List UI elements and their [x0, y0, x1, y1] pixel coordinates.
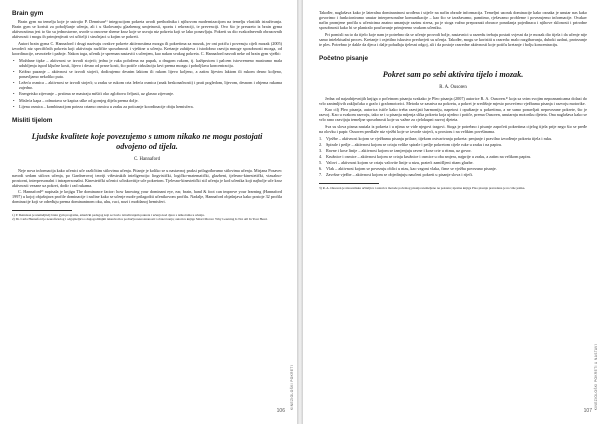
quote-author: C. Hannaford — [133, 156, 161, 162]
list-item: • Energetsko zijevanje – prstima se masiraju mišići oko zglobova čeljusti, uz glasno zijevanje. — [12, 91, 282, 96]
exercise-list — [12, 58, 282, 109]
list-item-text: Ravne i kose linije – aktivnost kojom se izmjenjuju ravne i kose crte u ritmu, uz govor. — [326, 148, 472, 154]
footnote: 1) P. Dennison je utemeljitelj brain gym programa, američki pedagog koji se bavio istraživanjem pokreta i učenja kod djece s teškoćama u učenju. — [12, 212, 205, 217]
footnote: 3) R. A. Ousoren je nizozemska učiteljica i autorica metode početnog pisanja utemeljene na pokretu; njezina knjiga Pleo pisanja prevedena je na više jezika. — [319, 185, 526, 190]
list-number: 7. — [319, 172, 323, 178]
list-item-text: Vježbe – aktivnost kojom se vježbama pisanju prilaze, tijekom ostvarivanja pokreta: penjanje i pravilno izvođenje pokreta tijela i ruku. — [326, 135, 553, 141]
list-item — [319, 160, 587, 165]
quote-author: R. A. Ousoren — [439, 84, 467, 90]
running-side-label: KINEZIOLOŠKI POKRETI U NASTAVI — [594, 343, 598, 410]
list-number: 5. — [319, 160, 323, 166]
page-number: 107 — [583, 408, 592, 414]
heading-brain-gym: Brain gym — [12, 10, 44, 17]
paragraph: Pri pomisli na to da tijelo koje nam je potrebno da se učenje provodi bolje, nastavnici u razredu trebaju postati svjesni da je mozak dio tijela i da učenje nije samo intelektualni proces. Kretanje i osjetilno iskustvo preduvjeti su učenja. Također, mogu se koristiti u razredu: malo razgibavanja, duboki uzdasi, protezanje te ples. Potrebno je dakle da djeca i dalje pohađaju tjelesni odgoj, ali i da postoje razredne aktivnosti koje potiču kretanje i bolju koncentraciju. — [319, 31, 587, 47]
paragraph: Sva su slova pisma nastala iz pokreta i u njima se vide njegovi tragovi. Stoga je potrebno i pisanje započeti pokretima cijelog tijela prije nego što se pređe na olovku i papir. Ousoren predlaže niz vježbi koje se izvode stojeći, u prostoru i na velikim površinama. — [319, 123, 587, 134]
left-page — [0, 0, 297, 424]
footnote-divider — [319, 183, 379, 184]
list-item — [319, 136, 587, 141]
list-item: • Križno puzanje – aktivnost se izvodi stojeći, dodirujemo desnim laktom ili rukom lijevo koljeno, a zatim lijevim laktom ili rukom desno koljeno, ponavljamo nekoliko puta. — [12, 69, 282, 79]
paragraph: Neje nova informacija kako učenici uče različitim stilovima učenja. Pitanje je koliko se u nastavnoj praksi prilagođavamo stilovima učenja. Mirjana Posavec navodi sedam stilova učenja, po Gardnerovoj teoriji višestrukih inteligencija: lingvistički, logičko-matematički, glazbeni, tjelesno-kinestetički, vizualno-prostorni, interpersonalni i intrapersonalni. Kinestetički učenici učinkovitije uče pokretom. Tjelesno-kinestetički stil učenja je kod učenika koji najbolje uče kroz aktivnosti vezane uz pokret, dodir i rad rukama. — [12, 167, 282, 188]
heading-pocetno-pisanje: Početno pisanje — [319, 54, 369, 62]
list-item: • Ležeća osmica – aktivnost se izvodi stojeći; u zraku se rukom crta ležeća osmica (znak beskonačnosti) i prati pogledom, lijevom, desnom i objema rukama zajedno. — [12, 80, 282, 90]
left-column — [12, 10, 282, 221]
pull-quote: Ljudske kvalitete koje povezujemo s umom nikako ne mogu postojati odvojeno od tijela. — [31, 131, 263, 151]
running-side-label: KINEZIOLOŠKI POKRETI — [290, 364, 294, 410]
paragraph: Kao cilj Pleo pisanja, autorica ističe kako treba razvijati harmoniju, napetost i opuštanje u pokretima, a ne samo ponavljati nepovezane pokrete, što je razvoj. Kao u svakom razvoju, tako se i u pisanju mijenja slika pokreta koja ujedno i potiče, prema Ousoren, unutarnju motoriku djeteta. Ona naglašava kako se vrlo rano razvijaju temeljne sposobnosti koje su važne za cjelokupni razvoj djeteta. — [319, 107, 587, 123]
list-number: 3. — [319, 148, 323, 154]
list-item-text: Vlak – aktivnost kojom se povezuju oblici u nizu, kao vagoni vlaka, čime se vježba povezano pisanje. — [326, 166, 497, 172]
list-item — [319, 172, 587, 177]
list-number: 4. — [319, 154, 323, 160]
list-item — [319, 148, 587, 153]
list-item — [319, 154, 587, 159]
list-item-text: Kružnice i osmice – aktivnost kojom se crtaju kružnice i osmice u oba smjera, najprije u zraku, a zatim na velikom papiru. — [326, 154, 532, 160]
list-item-text: Završne vježbe – aktivnost kojom se objedinjuju naučeni pokreti u pisanje slova i riječi. — [326, 172, 474, 178]
heading-misliti-tijelom: Misliti tijelom — [12, 116, 53, 124]
paragraph: Također, naglašava kako je lateralna dominantnost urođena i utječe na način obrade informacija. Temeljni uzorak dominacije kako oznaka je unutar nas kako govorimo i funkcioniramo unutar interpersonalne komunikacije – kao što se izražavamo, pamtimo, rješavamo probleme i povezujemo informacije. Ovakav način promjene profila u učenicima znatno umanjuje razinu stresa, pa je stoga važno prepoznati obrasce ponašanja pojedinaca i njihove sklonosti i prirodne sposobnosti kako bi se planiralo poučavanje primjereno svakom učeniku. — [319, 10, 587, 31]
list-item: • Moždane tipke – aktivnost se izvodi stojeći; jedna je ruka položena na pupak, a drugom rukom, tj. kažiprstom i palcem istovremeno masiramo mala udubljenja ispod ključne kosti, lijevo i desno od prsne kosti, što potiče cirkulaciju krvi prema mozgu i poboljšava koncentraciju. — [12, 58, 282, 68]
paragraph: C. Hannaford²⁾ napisala je knjigu The dominance factor: how knowing your dominant eye, ear, brain, hand & foot can improve your learning (Hannaford 1997) u kojoj objašnjava profile dominacije i načine kako se učenje može prilagoditi učenikovom profilu. Nadalje, Hannaford objašnjava kako postoje 32 profila dominacije koji se određuju prema dominantnom oku, uhu, ruci, nozi i moždanoj hemisferi. — [12, 189, 282, 205]
page-number: 106 — [276, 408, 285, 414]
footnote: 2) Dr. Carla Hannaford je neurofiziolog i odgojiteljica s dugogodišnjim iskustvom u području neuroznanosti i obrazovanja; autorica knjige Smart Moves: Why Learning Is Not All In Your Head. — [12, 216, 268, 221]
paragraph: Brain gym na temelju koje je ustrojio P. Dennison¹⁾ integracijom pokreta uvodi prethodnika i njihovom modernizacijom na temelju vlastitih istraživanja. Brain gym se koristi za poboljšanje učenja, ali i u školovanju glazbenog umjetnosti, sportu i rekreaciji, te prevenciji. Ovo što je preuzeto iz brain gyma aktivnostima jest to što su jednostavne, uvode u osnovne sheme kroz koje se usvaja niz pokreta koji se lako ponavljaju. Pokreti su dio svakodnevnih obrazovnih aktivnosti i mogu ih primjenjivati svi učitelji i stručnjaci u kojim se pokreti. — [12, 19, 282, 40]
list-number: 2. — [319, 141, 323, 147]
right-page — [303, 0, 600, 424]
numbered-exercise-list — [319, 136, 587, 178]
list-item — [319, 166, 587, 171]
list-item-text: Spirale i petlje – aktivnost kojom se crtaju velike spirale i petlje pokretom cijele ruke u zraku i na papiru. — [326, 141, 503, 147]
list-item-text: Valovi – aktivnost kojom se crtaju valovite linije u nizu, prateći zamišljeni ritam glazbe. — [326, 160, 474, 166]
paragraph: Jedna od najzahtjevnijih knjiga o početnom pisanju svakako je Pleo pisanja (2007) autorice R. A. Ousoren.³⁾ koja sa svim svojim nepoznanicama dolazi do vrlo zanimljivih zaključaka o grafo i grafomotorici. Metoda se zasniva na pokretu, a pokret je središnje mjesto posvećeno vježbama pisanja i razvoju motorike. — [319, 95, 587, 106]
list-item: • Misleća kapa – odmotava se kapica uške od gornjeg dijela prema dolje. — [12, 98, 282, 103]
pull-quote: Pokret sam po sebi aktivira tijelo i mozak. — [382, 69, 524, 79]
right-column — [319, 10, 587, 190]
footnote-divider — [12, 210, 72, 211]
list-number: 1. — [319, 135, 323, 141]
list-item: • Lijena osmica – kombinacijom poteza crtamo osmicu u zraku za poticanje koordinacije obiju hemisfera. — [12, 104, 282, 109]
list-number: 6. — [319, 166, 323, 172]
list-item — [319, 142, 587, 147]
paragraph: Autori brain gyma C. Hannaford i drugi nazivaju ovakve pokrete aktivnostima mozga ili pokretima za mozak, jer oni potiču i povezuju cijeli mozak (2005) izvodeći niz specifičnih pokreta koji aktiviraju različite sposobnosti i vještine u učenju. Kretanje zahtijeva i istodobno razvija mnoge sposobnosti mozga, od koordinacije, ravnoteže i pažnje. Nakon toga, učenik je spreman nastaviti s učenjem, kao nakon svakog pokreta. C. Hannaford navodi neke od brain gym vježbi: — [12, 40, 282, 56]
